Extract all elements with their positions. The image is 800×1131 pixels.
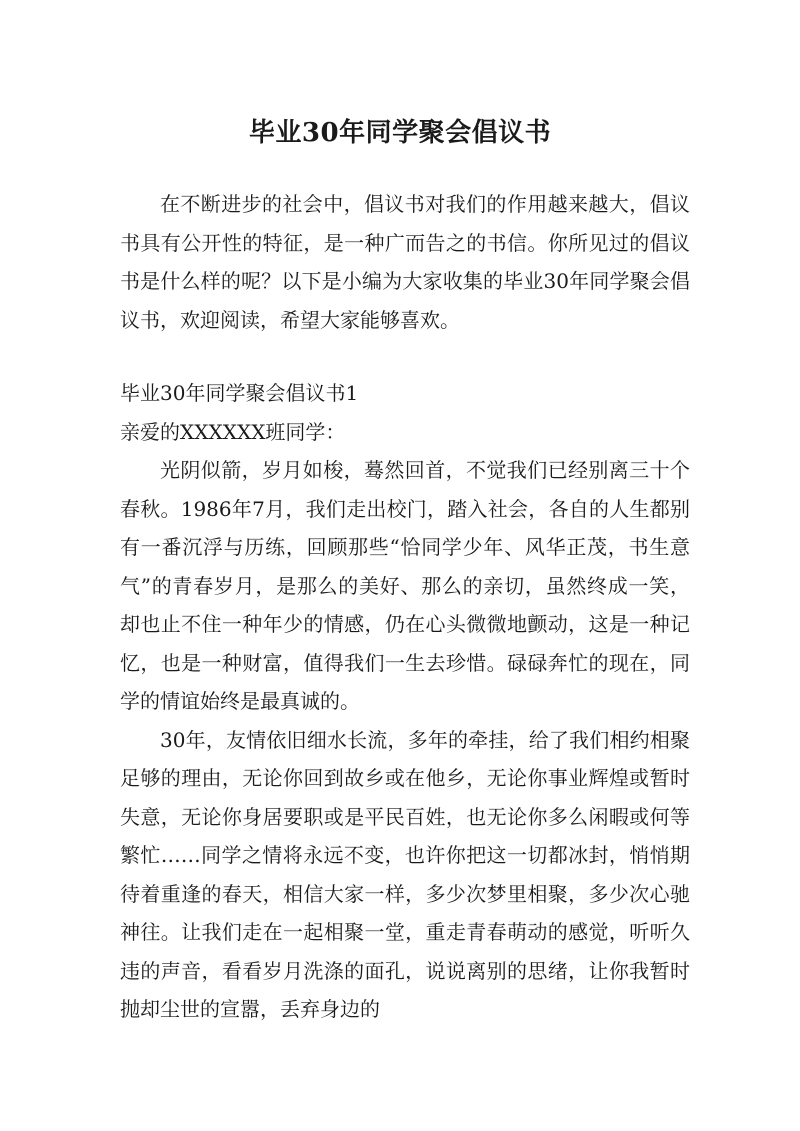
letter-section bbox=[120, 374, 690, 1029]
section-heading: 毕业30年同学聚会倡议书1 bbox=[120, 381, 359, 405]
document-title: 毕业30年同学聚会倡议书 bbox=[248, 118, 552, 149]
salutation: 亲爱的XXXXXX班同学： bbox=[120, 419, 346, 444]
body-paragraph-2: 30年，友情依旧细水长流，多年的牵挂，给了我们相约相聚足够的理由，无论你回到故乡或在他乡，无论你事业辉煌或暂时失意，无论你身居要职或是平民百姓，也无论你多么闲暇或何等繁忙……同学之情将永远不变，也许你把这一切都冰封，悄悄期待着重逢的春天，相信大家一样，多少次梦里相聚，多少次心驰神往。让我们走在一起相聚一堂，重走青春萌动的感觉，听听久违的声音，看看岁月洗涤的面孔，说说离别的思绪，让你我暂时抛却尘世的宣嚣，丢弃身边的 bbox=[120, 727, 690, 1021]
body-paragraph-1: 光阴似箭，岁月如梭，蓦然回首，不觉我们已经别离三十个春秋。1986年7月，我们走出校门，踏入社会，各自的人生都别有一番沉浮与历练，回顾那些“恰同学少年、风华正茂，书生意气”的青春岁月，是那么的美好、那么的亲切，虽然终成一笑，却也止不住一种年少的情感，仍在心头微微地颤动，这是一种记忆，也是一种财富，值得我们一生去珍惜。碌碌奔忙的现在，同学的情谊始终是最真诚的。 bbox=[120, 458, 690, 713]
intro-paragraph: 在不断进步的社会中，倡议书对我们的作用越来越大，倡议书具有公开性的特征，是一种广而告之的书信。你所见过的倡议书是什么样的呢？以下是小编为大家收集的毕业30年同学聚会倡议书，欢迎阅读，希望大家能够喜欢。 bbox=[120, 192, 690, 332]
intro-section bbox=[120, 185, 690, 339]
